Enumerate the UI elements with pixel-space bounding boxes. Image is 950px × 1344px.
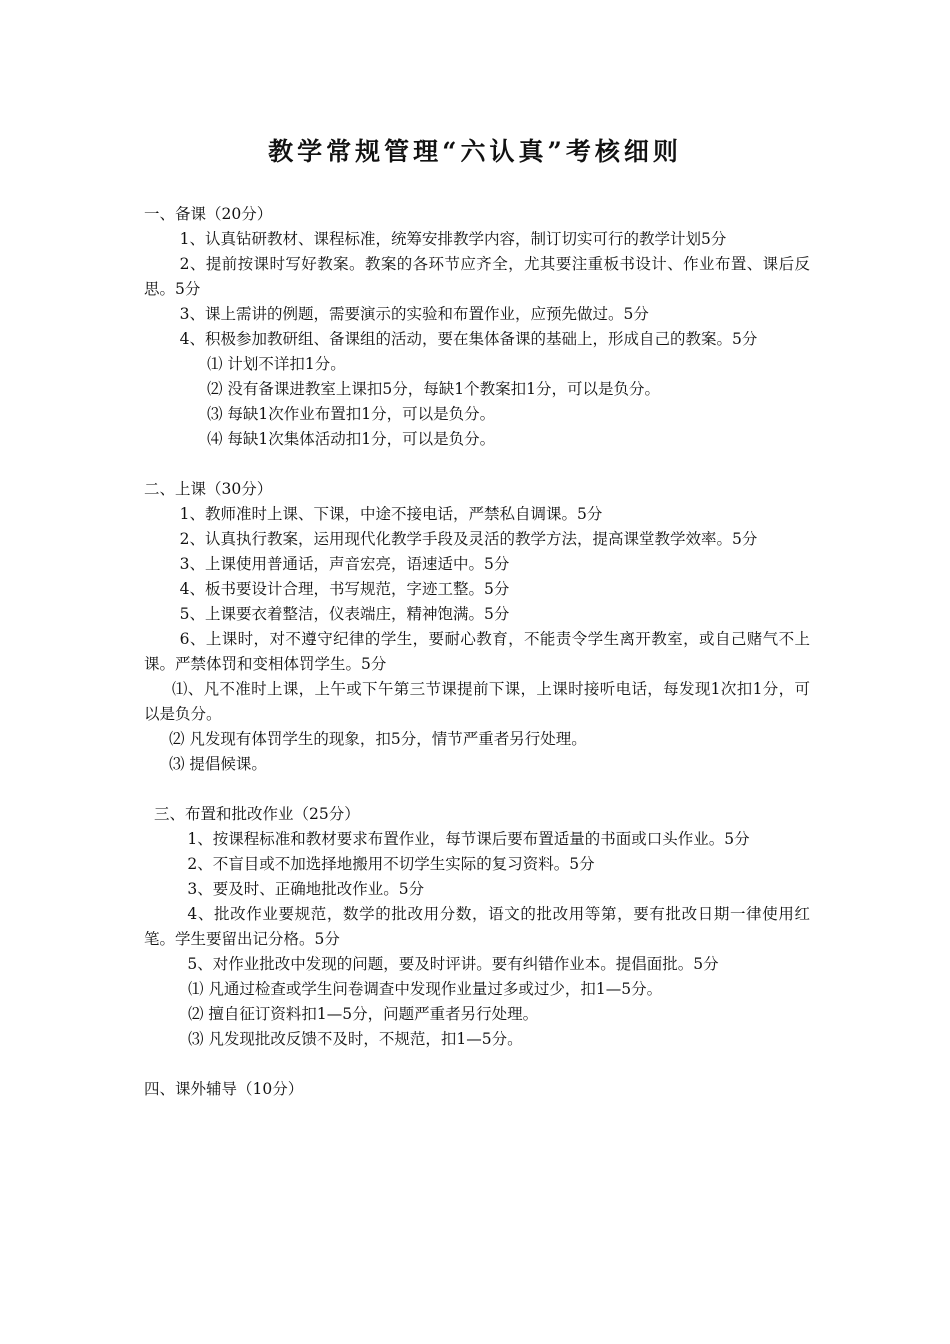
section-heading-tutoring: 四、课外辅导（10分） — [144, 1080, 304, 1098]
section-heading-class: 二、上课（30分） — [144, 480, 273, 498]
section-heading-prep: 一、备课（20分） — [144, 205, 273, 223]
section-item: 1、教师准时上课、下课，中途不接电话，严禁私自调课。5分 — [179, 505, 603, 523]
document-title: 教学常规管理“六认真”考核细则 — [268, 137, 682, 166]
deduction-rule: ⑵ 没有备课进教室上课扣5分，每缺1个教案扣1分，可以是负分。 — [207, 380, 661, 398]
section-item: 2、不盲目或不加选择地搬用不切学生实际的复习资料。5分 — [187, 855, 595, 873]
deduction-rule: ⑵ 凡发现有体罚学生的现象，扣5分，情节严重者另行处理。 — [169, 730, 587, 748]
section-item: 5、对作业批改中发现的问题，要及时评讲。要有纠错作业本。提倡面批。5分 — [187, 955, 719, 973]
deduction-rule: ⑴ 凡通过检查或学生问卷调查中发现作业量过多或过少，扣1—5分。 — [188, 980, 663, 998]
section-item: 2、认真执行教案，运用现代化教学手段及灵活的教学方法，提高课堂教学效率。5分 — [179, 530, 758, 548]
deduction-rule: ⑶ 提倡候课。 — [169, 755, 267, 773]
deduction-rule: ⑴ 计划不详扣1分。 — [207, 355, 346, 373]
section-item: 3、上课使用普通话，声音宏亮，语速适中。5分 — [179, 555, 510, 573]
deduction-rule: ⑷ 每缺1次集体活动扣1分，可以是负分。 — [207, 430, 496, 448]
section-heading-homework: 三、布置和批改作业（25分） — [154, 805, 360, 823]
section-item: 4、板书要设计合理，书写规范，字迹工整。5分 — [179, 580, 510, 598]
section-item: 4、积极参加教研组、备课组的活动，要在集体备课的基础上，形成自己的教案。5分 — [179, 330, 758, 348]
section-item: 5、上课要衣着整洁，仪表端庄，精神饱满。5分 — [179, 605, 510, 623]
deduction-rule: ⑴、凡不准时上课，上午或下午第三节课提前下课，上课时接听电话，每发现1次扣1分，可以是负分。 — [144, 680, 810, 723]
section-item: 3、要及时、正确地批改作业。5分 — [187, 880, 425, 898]
deduction-rule: ⑶ 凡发现批改反馈不及时，不规范，扣1—5分。 — [188, 1030, 523, 1048]
deduction-rule: ⑵ 擅自征订资料扣1—5分，问题严重者另行处理。 — [188, 1005, 539, 1023]
section-item: 6、上课时，对不遵守纪律的学生，要耐心教育，不能责令学生离开教室，或自己赌气不上课。严禁体罚和变相体罚学生。5分 — [144, 630, 810, 673]
section-item: 1、认真钻研教材、课程标准，统筹安排教学内容，制订切实可行的教学计划5分 — [179, 230, 727, 248]
section-item: 4、批改作业要规范，数学的批改用分数，语文的批改用等第，要有批改日期一律使用红笔。学生要留出记分格。5分 — [144, 905, 810, 948]
section-item: 3、课上需讲的例题，需要演示的实验和布置作业，应预先做过。5分 — [179, 305, 649, 323]
deduction-rule: ⑶ 每缺1次作业布置扣1分，可以是负分。 — [207, 405, 496, 423]
section-item: 2、提前按课时写好教案。教案的各环节应齐全，尤其要注重板书设计、作业布置、课后反思。5分 — [144, 255, 810, 298]
section-item: 1、按课程标准和教材要求布置作业，每节课后要布置适量的书面或口头作业。5分 — [187, 830, 750, 848]
document-body — [144, 202, 810, 1102]
